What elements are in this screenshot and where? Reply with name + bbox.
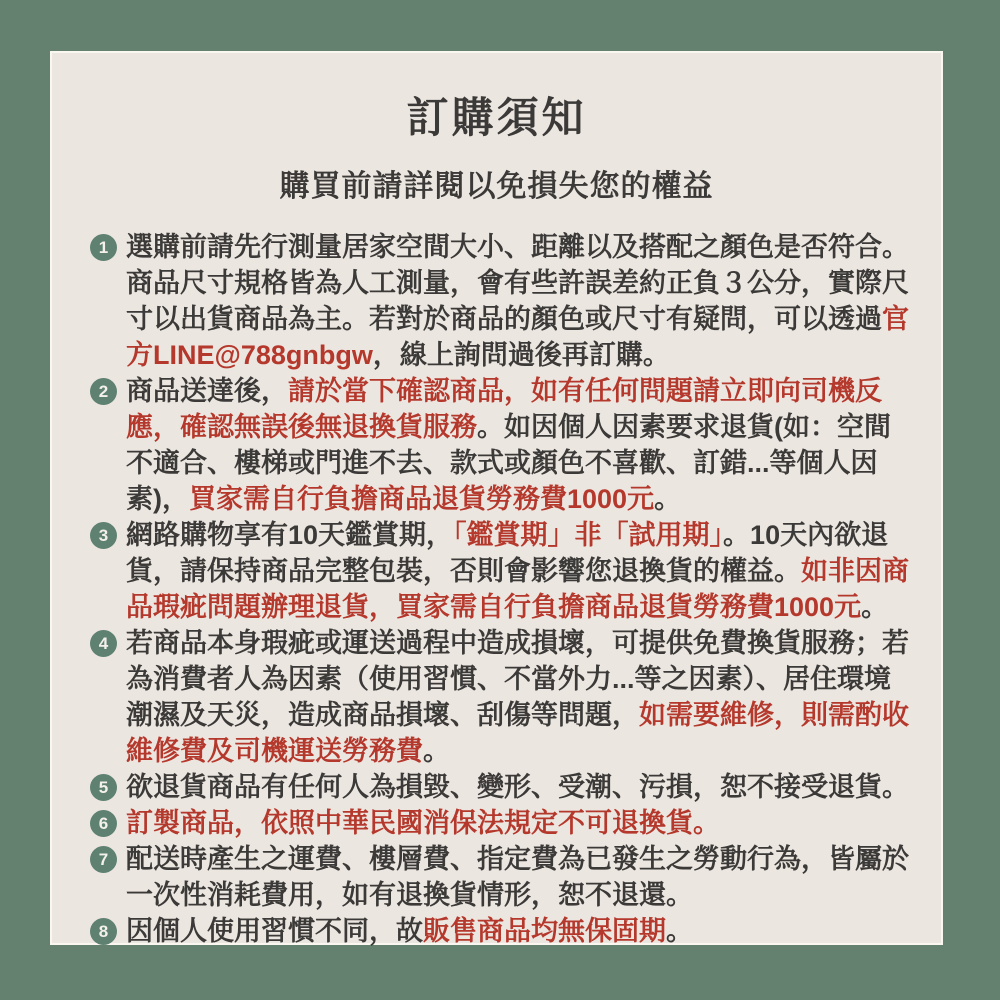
notice-item-4 xyxy=(90,625,911,769)
notice-number-badge: 7 xyxy=(90,846,117,873)
notice-segment-red: 販售商品均無保固期 xyxy=(423,916,666,946)
notice-item-2 xyxy=(90,373,911,517)
notice-list xyxy=(52,229,941,949)
notice-text xyxy=(126,373,911,517)
notice-text xyxy=(126,625,911,769)
notice-text xyxy=(126,517,911,625)
page-title: 訂購須知 xyxy=(406,94,587,141)
notice-segment-dark: 若商品本身瑕疵或運送過程中造成損壞，可提供免費換貨服務；若為消費者人為因素（使用習慣、不當外力...等之因素）、居住環境潮濕及天災，造成商品損壞、刮傷等問題， xyxy=(126,628,909,730)
notice-segment-dark: 配送時產生之運費、樓層費、指定費為已發生之勞動行為，皆屬於一次性消耗費用，如有退換貨情形，恕不退還。 xyxy=(126,844,909,910)
notice-segment-dark: 。如因個人因素要求退貨(如：空間不適合、樓梯或門進不去、款式或顏色不喜歡、訂錯...等個人因素)， xyxy=(126,412,891,514)
notice-segment-red: 「鑑賞期」非「試用期」 xyxy=(453,520,724,550)
notice-number-badge: 1 xyxy=(90,234,117,261)
notice-item-8 xyxy=(90,913,911,949)
notice-segment-dark: 因個人使用習慣不同，故 xyxy=(126,916,423,946)
notice-segment-dark: 。 xyxy=(666,916,693,946)
notice-segment-dark: 。 xyxy=(654,484,682,514)
notice-item-5 xyxy=(90,769,911,805)
notice-segment-red: 訂製商品，依照中華民國消保法規定不可退換貨。 xyxy=(126,808,720,838)
notice-card xyxy=(50,51,943,945)
notice-text xyxy=(126,913,911,949)
notice-segment-dark: ，線上詢問過後再訂購。 xyxy=(372,340,670,370)
notice-number-badge: 6 xyxy=(90,810,117,837)
notice-text xyxy=(126,805,911,841)
notice-item-7 xyxy=(90,841,911,913)
notice-segment-dark: 。 xyxy=(861,592,889,622)
notice-item-1 xyxy=(90,229,911,373)
notice-item-3 xyxy=(90,517,911,625)
notice-segment-red: 如需要維修，則需酌收維修費及司機運送勞務費 xyxy=(126,700,909,766)
notice-number-badge: 8 xyxy=(90,918,117,945)
notice-segment-dark: 欲退貨商品有任何人為損毀、變形、受潮、污損，恕不接受退貨。 xyxy=(126,772,909,802)
notice-text xyxy=(126,841,911,913)
notice-segment-dark: 。10天內欲退貨，請保持商品完整包裝，否則會影響您退換貨的權益。 xyxy=(126,520,889,586)
notice-number-badge: 4 xyxy=(90,630,117,657)
notice-segment-red: 買家需自行負擔商品退貨勞務費1000元 xyxy=(189,484,655,514)
notice-item-6 xyxy=(90,805,911,841)
notice-segment-dark: 選購前請先行測量居家空間大小、距離以及搭配之顏色是否符合。商品尺寸規格皆為人工測量，會有些許誤差約正負３公分，實際尺寸以出貨商品為主。若對於商品的顏色或尺寸有疑問，可以透過 xyxy=(126,232,909,334)
notice-text xyxy=(126,769,911,805)
notice-text xyxy=(126,229,911,373)
notice-segment-red: 如非因商品瑕疵問題辦理退貨，買家需自行負擔商品退貨勞務費1000元 xyxy=(126,556,909,622)
notice-segment-dark: 。 xyxy=(423,736,450,766)
notice-number-badge: 5 xyxy=(90,774,117,801)
notice-number-badge: 3 xyxy=(90,522,117,549)
notice-segment-dark: 網路購物享有10天鑑賞期， xyxy=(126,520,454,550)
notice-number-badge: 2 xyxy=(90,378,117,405)
notice-segment-red: 請於當下確認商品，如有任何問題請立即向司機反應，確認無誤後無退換貨服務 xyxy=(126,376,882,442)
page-subtitle: 購買前請詳閱以免損失您的權益 xyxy=(279,170,714,203)
notice-segment-dark: 商品送達後， xyxy=(126,376,288,406)
notice-segment-red: 官方LINE@788gnbgw xyxy=(126,304,909,370)
